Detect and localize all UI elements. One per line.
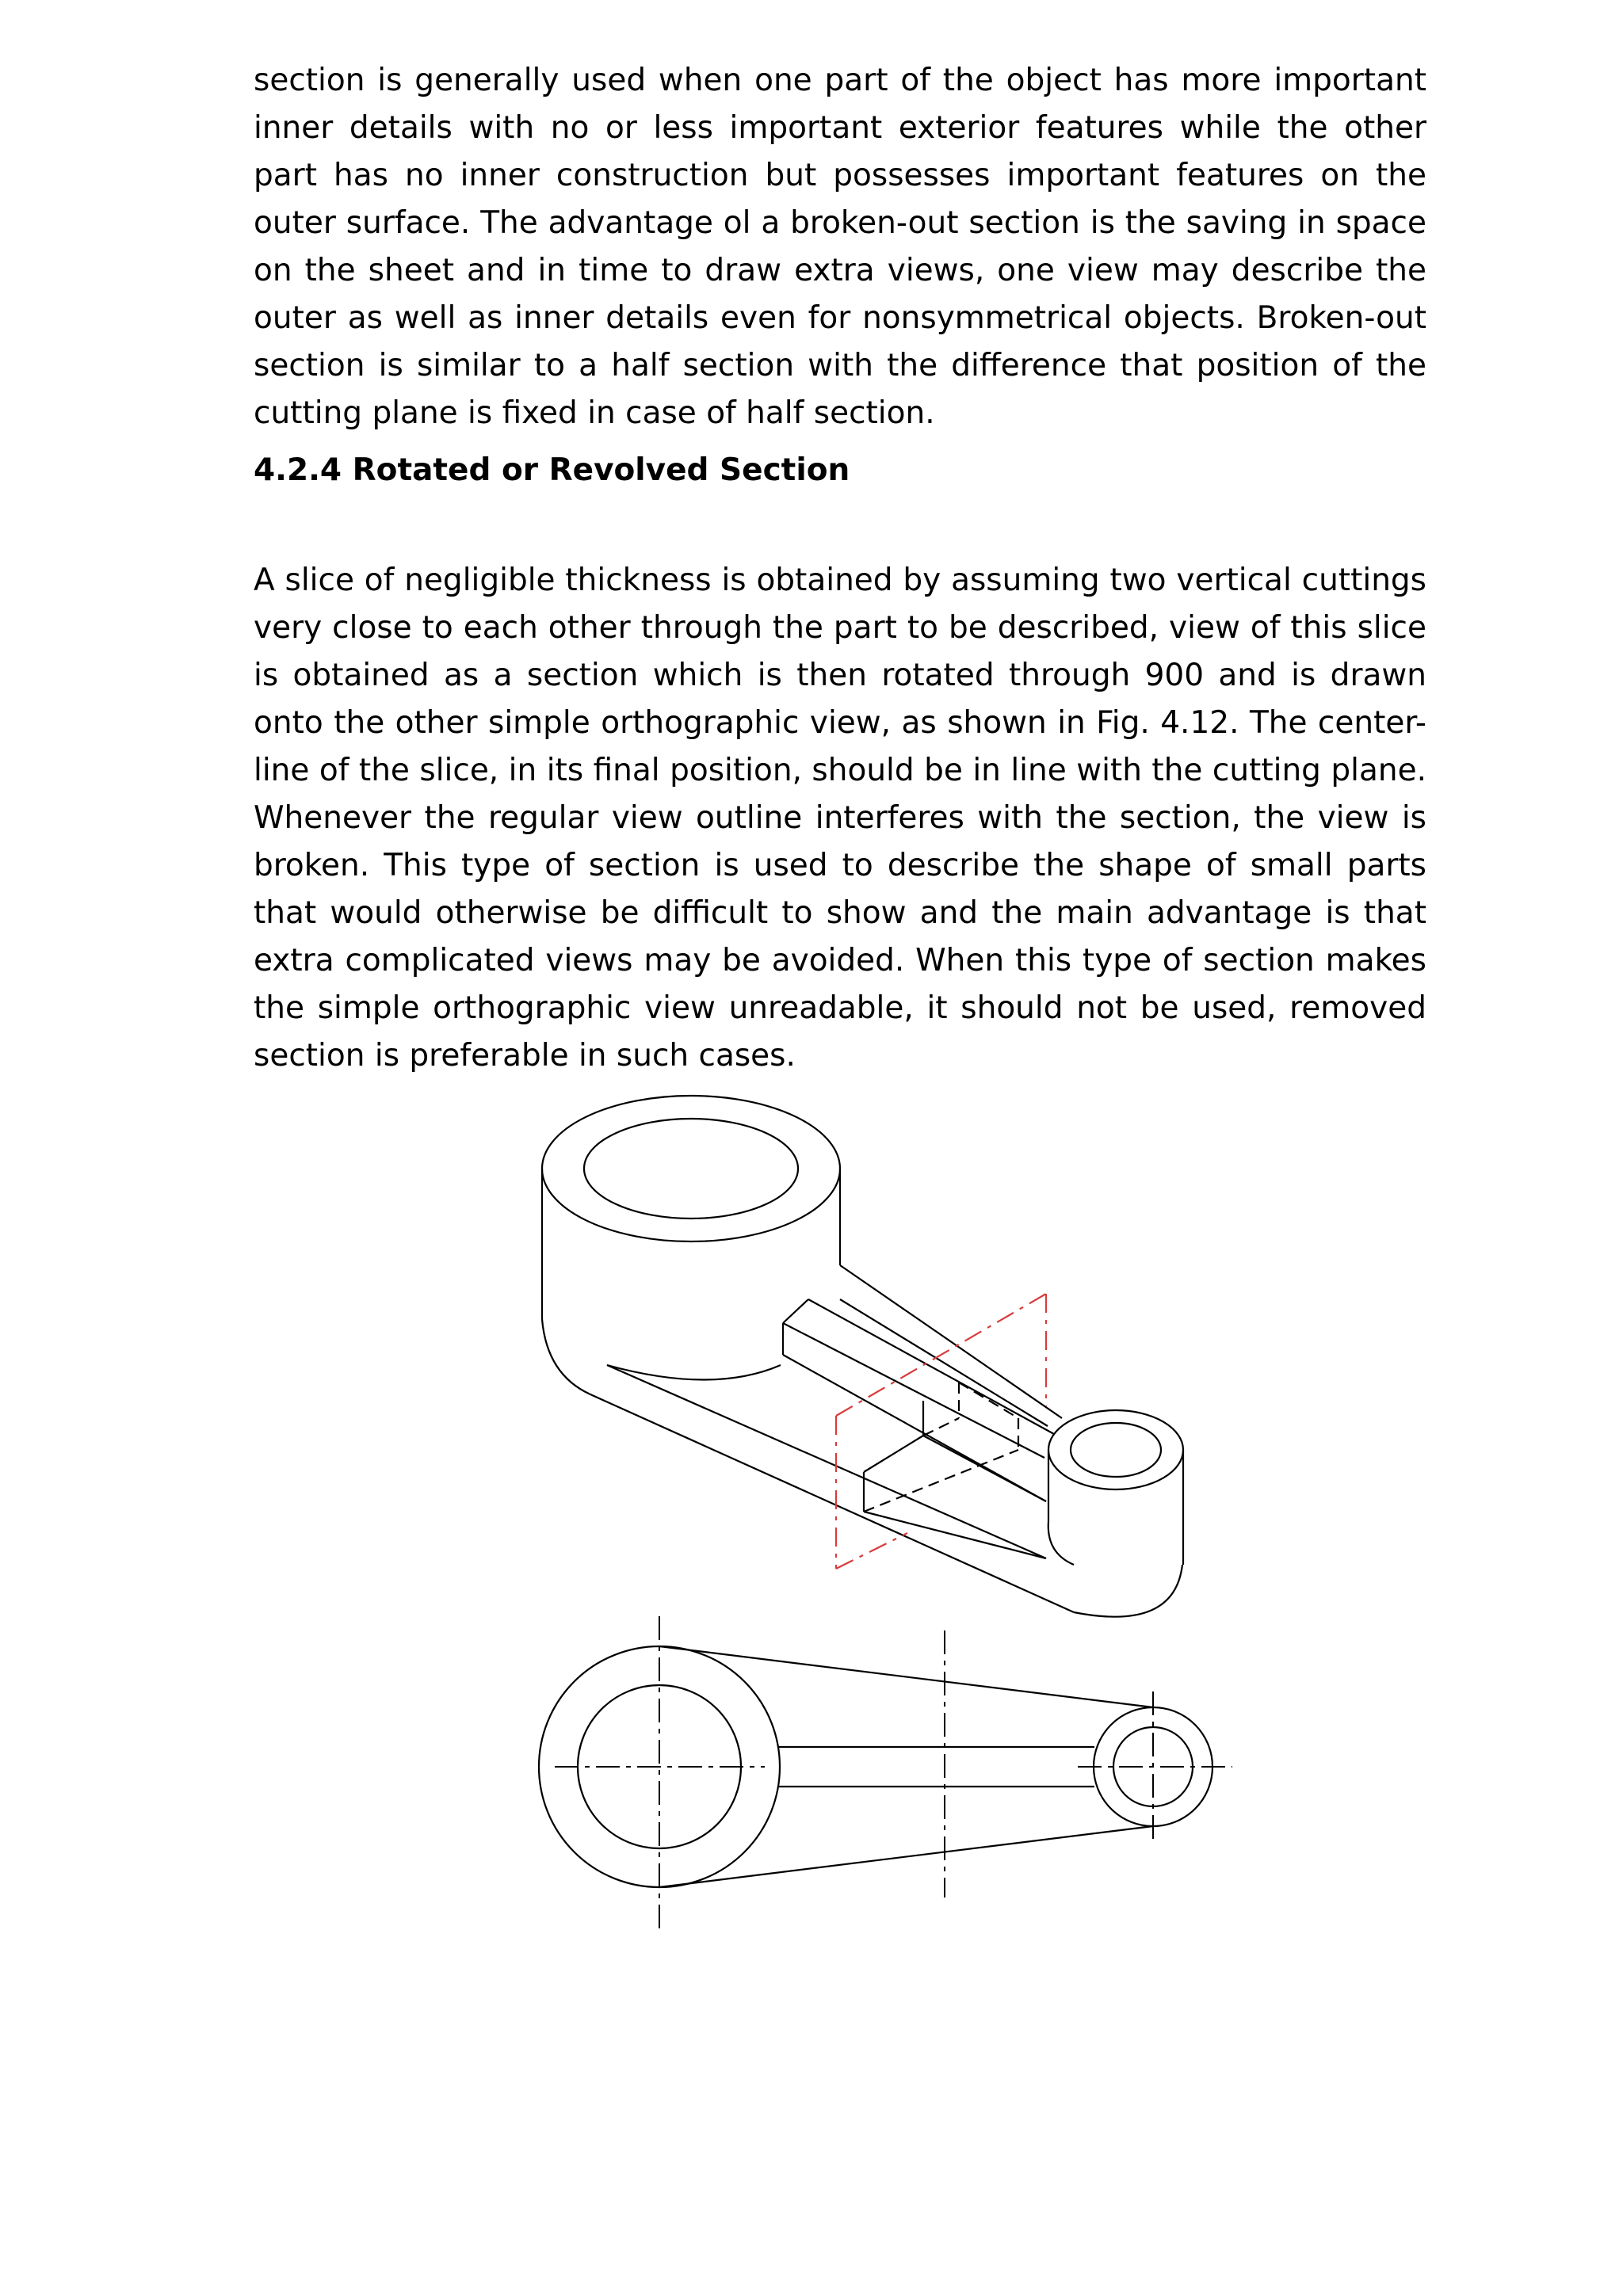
rib-top-front-edge [783, 1323, 1044, 1458]
rib-step-edge [864, 1436, 923, 1472]
rib-top-left-edge [783, 1299, 808, 1323]
section-heading: 4.2.4 Rotated or Revolved Section [254, 452, 850, 488]
body-paragraph: section is generally used when one part of the object has more important inner details with no or less important exterior features while the other part has no inner construction but possesses important features on the outer surface. The advantage ol a broken-out section is the saving in space on the sheet and in time to draw extra views, one view may describe the outer as well as inner details even for nonsymmetrical objects. Broken-out section is similar to a half section with the difference that position of the cutting plane is fixed in case of half section. [254, 63, 1426, 431]
base-plate-front-edge [590, 1394, 1074, 1612]
arm-outline-bottom [659, 1826, 1153, 1887]
center-lines [555, 1616, 1232, 1929]
large-cylinder-top [542, 1096, 840, 1241]
small-cylinder-bore [1071, 1423, 1161, 1477]
rib-top-back-edge [808, 1299, 1054, 1434]
isometric-view [542, 1096, 1183, 1617]
cylinder-base-arc [607, 1365, 781, 1380]
base-left-curve [542, 1319, 590, 1394]
arm-outline-top [659, 1646, 1153, 1707]
arm-top-edge [840, 1265, 1062, 1418]
small-cylinder-fillet [1048, 1521, 1074, 1565]
orthographic-top-view [539, 1616, 1232, 1929]
large-cylinder-bore [584, 1119, 798, 1219]
base-right-curve [1074, 1565, 1182, 1617]
arm-upper-edge [840, 1299, 1048, 1426]
body-paragraph: A slice of negligible thickness is obtained by assuming two vertical cuttings very close to each other through the part to be described, view of this slice is obtained as a section which is then rotated through 900 and is drawn onto the other simple orthographic view, as shown in Fig. 4.12. The center-line of the slice, in its final position, should be in line with the cutting plane. Whenever the regular view outline interferes with the section, the view is broken. This type of section is used to describe the shape of small parts that would otherwise be difficult to show and the main advantage is that extra complicated views may be avoided. When this type of section makes the simple orthographic view unreadable, it should not be used, removed section is preferable in such cases. [254, 563, 1426, 1074]
rib-section-lower [923, 1436, 1046, 1501]
